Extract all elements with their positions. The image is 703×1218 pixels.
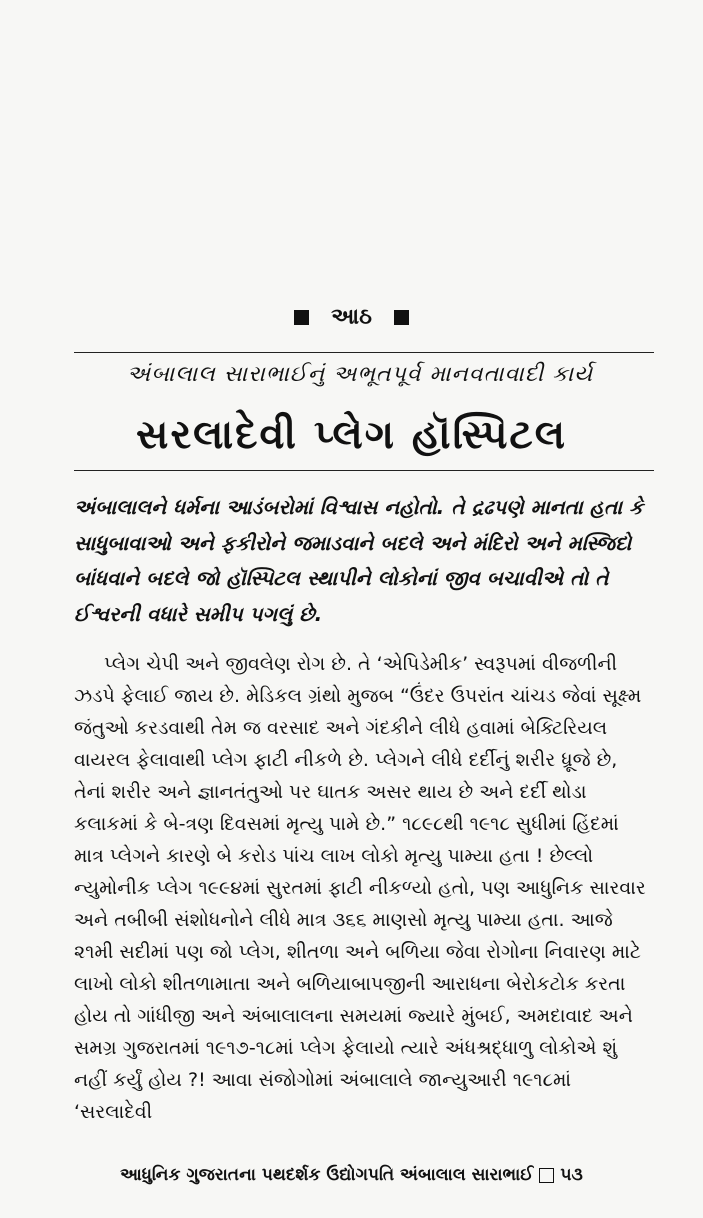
chapter-subtitle: અંબાલાલ સારાભાઈનું અભૂતપૂર્વ માનવતાવાદી કાર્ય — [126, 362, 594, 387]
top-divider — [74, 352, 654, 353]
title-divider — [74, 470, 654, 471]
body-text: પ્લેગ ચેપી અને જીવલેણ રોગ છે. તે ‘એપિડેમીક’ સ્વરૂપમાં વીજળીની ઝડપે ફેલાઈ જાય છે. મેડિકલ ગ્રંથો મુજબ “ઉંદર ઉપરાંત ચાંચડ જેવાં સૂક્ષ્મ જંતુઓ કરડવાથી તેમ જ વરસાદ અને ગંદકીને લીધે હવામાં બેક્ટિરિયલ વાયરલ ફેલાવાથી પ્લેગ ફાટી નીકળે છે. પ્લેગને લીધે દર્દીનું શરીર ધ્રૂજે છે, તેનાં શરીર અને જ્ઞાનતંતુઓ પર ઘાતક અસર થાય છે અને દર્દી થોડા કલાકમાં કે બે-ત્રણ દિવસમાં મૃત્યુ પામે છે.” ૧૮૯૮થી ૧૯૧૮ સુધીમાં હિંદમાં માત્ર પ્લેગને કારણે બે કરોડ પાંચ લાખ લોકો મૃત્યુ પામ્યા હતા ! છેલ્લો ન્યુમોનીક પ્લેગ ૧૯૯૪માં સુરતમાં ફાટી નીકળ્યો હતો, પણ આધુનિક સારવાર અને તબીબી સંશોધનોને લીધે માત્ર ૩૬૬ માણસો મૃત્યુ પામ્યા હતા. આજે ૨૧મી સદીમાં પણ જો પ્લેગ, શીતળા અને બળિયા જેવા રોગોના નિવારણ માટે લાખો લોકો શીતળામાતા અને બળિયાબાપજીની આરાધના બેરોકટોક કરતા હોય તો ગાંધીજી અને અંબાલાલના સમયમાં જ્યારે મુંબઈ, અમદાવાદ અને સમગ્ર ગુજરાતમાં ૧૯૧૭-૧૮માં પ્લેગ ફેલાયો ત્યારે અંધશ્રદ્ધાળુ લોકોએ શું નહીં કર્યું હોય ?! આવા સંજોગોમાં અંબાલાલે જાન્યુઆરી ૧૯૧૮માં ‘સરલાદેવી — [74, 653, 646, 1123]
box-icon — [539, 1168, 554, 1183]
body-paragraph — [74, 648, 654, 1128]
chapter-title: સરલાદેવી પ્લેગ હૉસ્પિટલ — [136, 412, 567, 458]
running-title: આધુનિક ગુજરાતના પથદર્શક ઉદ્યોગપતિ અંબાલાલ સારાભાઈ — [120, 1165, 534, 1185]
chapter-heading — [0, 304, 703, 330]
page-number: ૫૩ — [560, 1165, 583, 1185]
square-bullet-icon — [294, 310, 309, 325]
page-footer — [0, 1165, 703, 1185]
square-bullet-icon — [394, 310, 409, 325]
chapter-number: આઠ — [331, 304, 372, 330]
intro-paragraph — [74, 490, 654, 632]
intro-text: અંબાલાલને ધર્મના આડંબરોમાં વિશ્વાસ નહોતો. તે દ્રઢપણે માનતા હતા કે સાધુબાવાઓ અને ફકીરોને જમાડવાને બદલે અને મંદિરો અને મસ્જિદો બાંધવાને બદલે જો હૉસ્પિટલ સ્થાપીને લોકોનાં જીવ બચાવીએ તો તે ઈશ્વરની વધારે સમીપ પગલું છે. — [74, 495, 644, 626]
